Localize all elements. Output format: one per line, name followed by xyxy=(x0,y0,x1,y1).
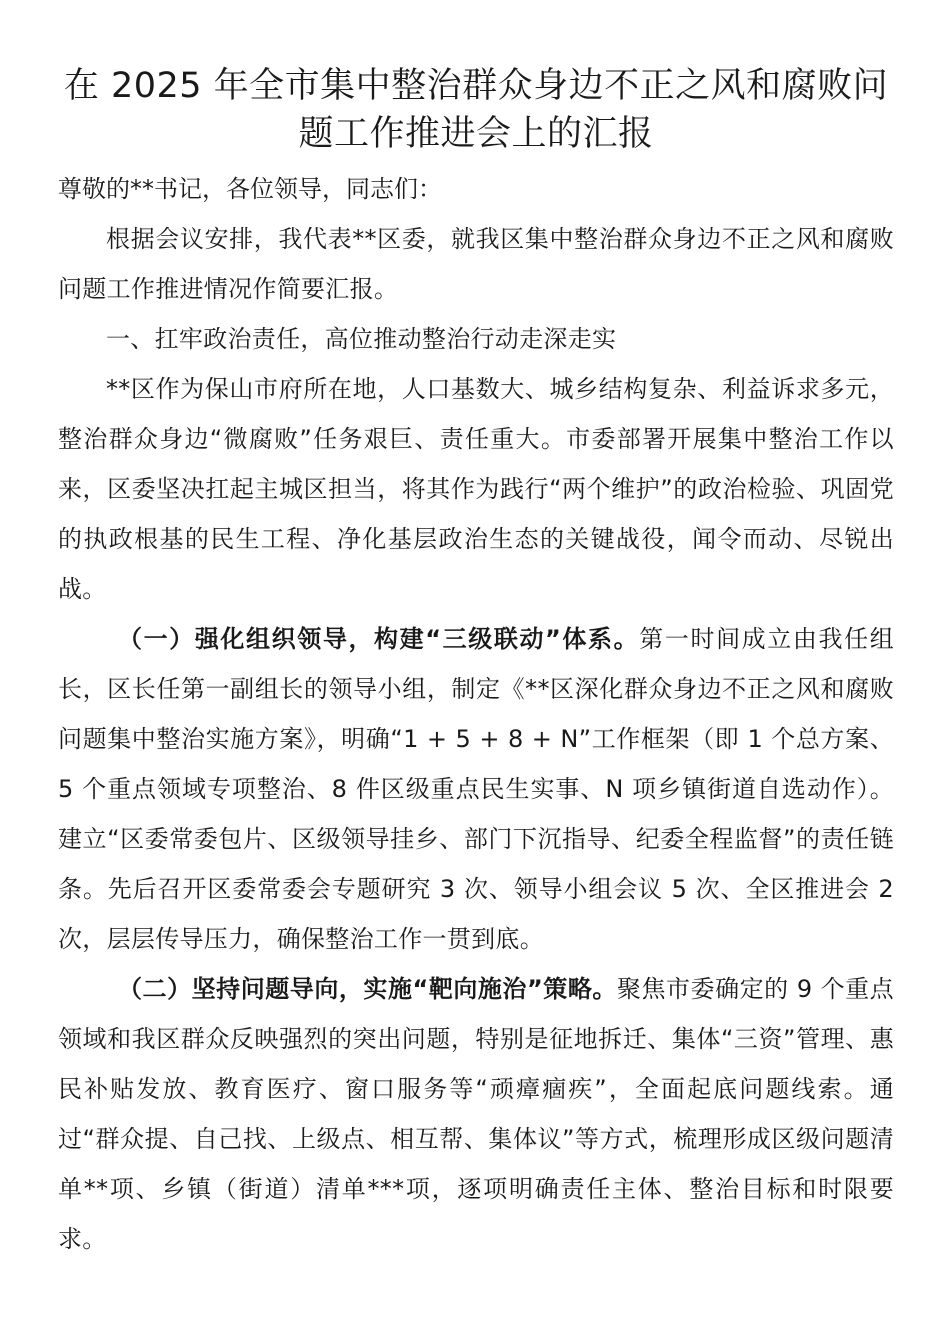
document-title xyxy=(58,62,894,158)
section-heading-1: 一、扛牢政治责任，高位推动整治行动走深走实 xyxy=(106,325,617,353)
subsection-body-2: 聚焦市委确定的 9 个重点领域和我区群众反映强烈的突出问题，特别是征地拆迁、集体“三资”管理、惠民补贴发放、教育医疗、窗口服务等“顽瘴痼疾”，全面起底问题线索。通过“群众提、自己找、上级点、相互帮、集体议”等方式，梳理形成区级问题清单**项、乡镇（街道）清单***项，逐项明确责任主体、整治目标和时限要求。 xyxy=(58,975,894,1253)
title-line-1: 在 2025 年全市集中整治群众身边不正之风和腐败问 xyxy=(63,66,889,106)
title-line-2: 题工作推进会上的汇报 xyxy=(298,114,654,154)
salutation: 尊敬的**书记，各位领导，同志们： xyxy=(58,175,442,203)
subsection-body-1: 第一时间成立由我任组长，区长任第一副组长的领导小组，制定《**区深化群众身边不正之风和腐败问题集中整治实施方案》，明确“1 + 5 + 8 + N”工作框架（即 1 个总方案、5 个重点领域专项整治、8 件区级重点民生实事、N 项乡镇街道自选动作）。建立“区委常委包片、区级领导挂乡、部门下沉指导、纪委全程监督”的责任链条。先后召开区委常委会专题研究 3 次、领导小组会议 5 次、全区推进会 2 次，层层传导压力，确保整治工作一贯到底。 xyxy=(58,625,894,953)
subsection-heading-2: （二）坚持问题导向，实施“靶向施治”策略。 xyxy=(118,975,617,1003)
subsection-heading-1: （一）强化组织领导，构建“三级联动”体系。 xyxy=(118,625,640,653)
subsection-paragraph-2 xyxy=(58,964,894,1264)
subsection-paragraph-1 xyxy=(58,614,894,964)
body-paragraph: **区作为保山市府所在地，人口基数大、城乡结构复杂、利益诉求多元，整治群众身边“微腐败”任务艰巨、责任重大。市委部署开展集中整治工作以来，区委坚决扛起主城区担当，将其作为践行“两个维护”的政治检验、巩固党的执政根基的民生工程、净化基层政治生态的关键战役，闻令而动、尽锐出战。 xyxy=(58,375,894,603)
intro-paragraph: 根据会议安排，我代表**区委，就我区集中整治群众身边不正之风和腐败问题工作推进情况作简要汇报。 xyxy=(58,225,894,303)
